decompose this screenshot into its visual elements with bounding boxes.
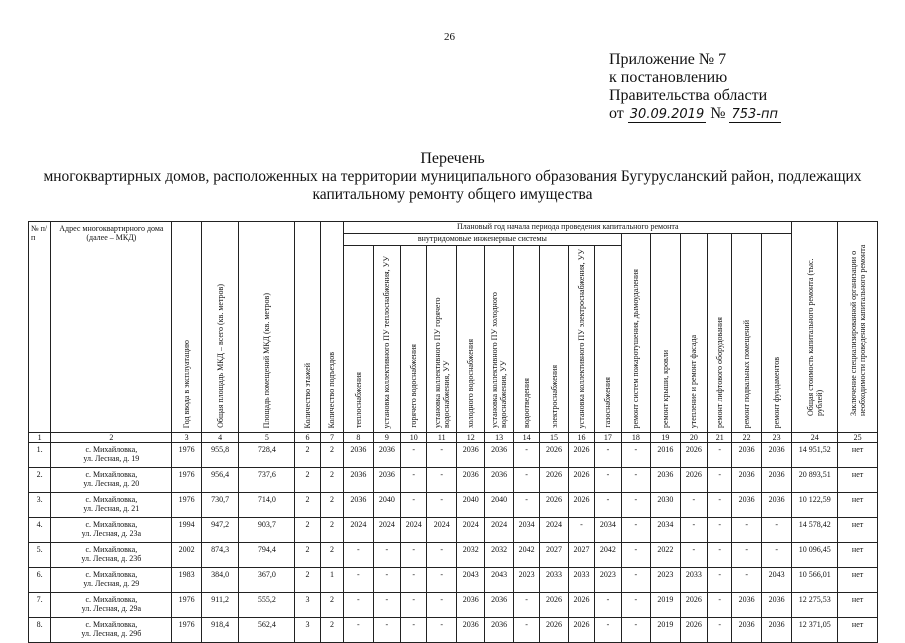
column-number: 12 bbox=[456, 433, 484, 443]
row-repair-year: 2036 bbox=[456, 468, 484, 493]
row-entrances: 2 bbox=[320, 443, 343, 468]
address-street: ул. Лесная, д. 29б bbox=[81, 629, 142, 638]
header-num: № п/п bbox=[29, 222, 51, 433]
row-repair-year: 2026 bbox=[680, 593, 707, 618]
row-repair-year: - bbox=[373, 568, 400, 593]
row-repair-year: 2016 bbox=[651, 443, 680, 468]
address-settlement: с. Михайловка, bbox=[85, 445, 138, 454]
row-repair-year: 2036 bbox=[373, 468, 400, 493]
row-repair-year: 2036 bbox=[761, 618, 792, 643]
column-number: 13 bbox=[485, 433, 513, 443]
row-repair-year: - bbox=[401, 443, 427, 468]
header-fire-systems: ремонт систем пожаротушения, дымоудаления bbox=[621, 234, 650, 433]
row-premises-area: 794,4 bbox=[239, 543, 295, 568]
row-repair-year: 2026 bbox=[568, 618, 594, 643]
title-subline: многоквартирных домов, расположенных на территории муниципального образования Бугурусланский район, подлежащих bbox=[43, 168, 862, 185]
row-floors: 3 bbox=[295, 593, 320, 618]
row-total-area: 955,8 bbox=[201, 443, 239, 468]
row-repair-year: 2034 bbox=[595, 518, 621, 543]
header-foundation: ремонт фундаментов bbox=[761, 234, 792, 433]
row-floors: 2 bbox=[295, 568, 320, 593]
row-total-area: 918,4 bbox=[201, 618, 239, 643]
column-number: 10 bbox=[401, 433, 427, 443]
header-sys-cold-water-meter: установка коллективного ПУ холодного водоснабжения, УУ bbox=[485, 246, 513, 433]
header-systems-group: внутридомовые инженерные системы bbox=[344, 234, 622, 246]
row-repair-year: - bbox=[401, 543, 427, 568]
address-settlement: с. Михайловка, bbox=[85, 545, 138, 554]
row-repair-year: - bbox=[401, 568, 427, 593]
row-number: 5. bbox=[29, 543, 51, 568]
row-total-area: 730,7 bbox=[201, 493, 239, 518]
address-settlement: с. Михайловка, bbox=[85, 595, 138, 604]
row-year-built: 1976 bbox=[172, 468, 201, 493]
row-repair-year: - bbox=[761, 518, 792, 543]
row-repair-year: - bbox=[621, 443, 650, 468]
row-number: 2. bbox=[29, 468, 51, 493]
table-row bbox=[29, 593, 878, 618]
row-conclusion: нет bbox=[838, 618, 878, 643]
row-repair-year: - bbox=[427, 443, 456, 468]
header-conclusion: Заключение специализированной организации о необходимости проведения капитального ремонта bbox=[838, 222, 878, 433]
row-premises-area: 728,4 bbox=[239, 443, 295, 468]
column-number: 14 bbox=[513, 433, 539, 443]
row-address bbox=[51, 618, 172, 643]
document-title bbox=[0, 150, 905, 204]
row-repair-year: - bbox=[427, 593, 456, 618]
row-repair-year: 2042 bbox=[513, 543, 539, 568]
row-repair-year: 2026 bbox=[540, 493, 568, 518]
row-premises-area: 562,4 bbox=[239, 618, 295, 643]
row-repair-year: - bbox=[427, 543, 456, 568]
row-repair-year: 2036 bbox=[732, 493, 761, 518]
row-repair-year: 2032 bbox=[456, 543, 484, 568]
row-repair-year: 2027 bbox=[540, 543, 568, 568]
row-premises-area: 903,7 bbox=[239, 518, 295, 543]
row-total-area: 956,4 bbox=[201, 468, 239, 493]
row-repair-year: 2026 bbox=[680, 468, 707, 493]
header-basement: ремонт подвальных помещений bbox=[732, 234, 761, 433]
column-number: 16 bbox=[568, 433, 594, 443]
row-year-built: 1976 bbox=[172, 593, 201, 618]
address-settlement: с. Михайловка, bbox=[85, 470, 138, 479]
row-repair-year: 2036 bbox=[344, 493, 373, 518]
row-repair-year: - bbox=[732, 543, 761, 568]
row-repair-year: - bbox=[427, 468, 456, 493]
row-repair-year: - bbox=[708, 568, 732, 593]
row-repair-year: 2024 bbox=[427, 518, 456, 543]
row-repair-year: 2033 bbox=[568, 568, 594, 593]
row-repair-year: - bbox=[621, 518, 650, 543]
column-number: 11 bbox=[427, 433, 456, 443]
row-conclusion: нет bbox=[838, 493, 878, 518]
row-floors: 2 bbox=[295, 493, 320, 518]
header-entrances: Количество подъездов bbox=[320, 222, 343, 433]
row-repair-year: - bbox=[708, 468, 732, 493]
address-street: ул. Лесная, д. 23б bbox=[81, 554, 142, 563]
row-number: 8. bbox=[29, 618, 51, 643]
row-entrances: 2 bbox=[320, 618, 343, 643]
repair-table bbox=[28, 221, 878, 643]
page-number: 26 bbox=[444, 31, 455, 43]
address-street: ул. Лесная, д. 29а bbox=[81, 604, 142, 613]
header-facade: утепление и ремонт фасада bbox=[680, 234, 707, 433]
title-subline: капитальному ремонту общего имущества bbox=[312, 186, 593, 203]
row-cost: 12 371,05 bbox=[792, 618, 838, 643]
row-repair-year: - bbox=[401, 493, 427, 518]
table-header bbox=[29, 222, 878, 433]
row-floors: 2 bbox=[295, 443, 320, 468]
row-floors: 3 bbox=[295, 618, 320, 643]
row-repair-year: 2024 bbox=[401, 518, 427, 543]
row-repair-year: - bbox=[373, 543, 400, 568]
row-year-built: 1983 bbox=[172, 568, 201, 593]
column-number: 23 bbox=[761, 433, 792, 443]
row-repair-year: - bbox=[373, 593, 400, 618]
row-repair-year: 2023 bbox=[595, 568, 621, 593]
row-repair-year: 2036 bbox=[761, 468, 792, 493]
row-repair-year: 2033 bbox=[680, 568, 707, 593]
row-repair-year: 2032 bbox=[485, 543, 513, 568]
row-repair-year: 2036 bbox=[485, 468, 513, 493]
row-repair-year: 2036 bbox=[485, 618, 513, 643]
row-repair-year: - bbox=[708, 518, 732, 543]
row-address bbox=[51, 568, 172, 593]
header-cost: Общая стоимость капитального ремонта (тыс. рублей) bbox=[792, 222, 838, 433]
column-number: 7 bbox=[320, 433, 343, 443]
row-repair-year: 2036 bbox=[732, 443, 761, 468]
column-number: 6 bbox=[295, 433, 320, 443]
row-repair-year: 2034 bbox=[651, 518, 680, 543]
column-number: 25 bbox=[838, 433, 878, 443]
row-repair-year: - bbox=[427, 618, 456, 643]
row-conclusion: нет bbox=[838, 543, 878, 568]
row-repair-year: 2024 bbox=[456, 518, 484, 543]
row-cost: 14 578,42 bbox=[792, 518, 838, 543]
header-sys-drainage: водоотведения bbox=[513, 246, 539, 433]
row-number: 3. bbox=[29, 493, 51, 518]
row-repair-year: - bbox=[401, 468, 427, 493]
column-number: 5 bbox=[239, 433, 295, 443]
header-elevator: ремонт лифтового оборудования bbox=[708, 234, 732, 433]
column-number: 24 bbox=[792, 433, 838, 443]
row-repair-year: 2036 bbox=[761, 493, 792, 518]
row-year-built: 1976 bbox=[172, 493, 201, 518]
row-repair-year: 2023 bbox=[651, 568, 680, 593]
row-repair-year: 2036 bbox=[732, 618, 761, 643]
date-prefix: от bbox=[609, 105, 624, 122]
row-floors: 2 bbox=[295, 468, 320, 493]
row-repair-year: - bbox=[401, 618, 427, 643]
row-repair-year: - bbox=[595, 443, 621, 468]
row-number: 4. bbox=[29, 518, 51, 543]
row-conclusion: нет bbox=[838, 593, 878, 618]
row-repair-year: 2036 bbox=[373, 443, 400, 468]
header-plan-group: Плановый год начала периода проведения капитального ремонта bbox=[344, 222, 792, 234]
row-repair-year: - bbox=[513, 593, 539, 618]
row-total-area: 874,3 bbox=[201, 543, 239, 568]
row-repair-year: - bbox=[595, 593, 621, 618]
header-premises-area: Площадь помещений МКД (кв. метров) bbox=[239, 222, 295, 433]
column-number: 9 bbox=[373, 433, 400, 443]
row-repair-year: 2036 bbox=[651, 468, 680, 493]
row-repair-year: 2019 bbox=[651, 593, 680, 618]
address-street: ул. Лесная, д. 21 bbox=[83, 504, 140, 513]
row-address bbox=[51, 543, 172, 568]
row-floors: 2 bbox=[295, 518, 320, 543]
row-repair-year: 2036 bbox=[456, 443, 484, 468]
row-repair-year: 2036 bbox=[761, 443, 792, 468]
row-repair-year: 2026 bbox=[568, 493, 594, 518]
row-year-built: 1994 bbox=[172, 518, 201, 543]
column-number: 8 bbox=[344, 433, 373, 443]
row-repair-year: - bbox=[708, 618, 732, 643]
row-premises-area: 737,6 bbox=[239, 468, 295, 493]
row-repair-year: 2036 bbox=[732, 468, 761, 493]
row-entrances: 2 bbox=[320, 493, 343, 518]
row-address bbox=[51, 443, 172, 468]
table-row bbox=[29, 443, 878, 468]
row-repair-year: - bbox=[568, 518, 594, 543]
row-cost: 20 893,51 bbox=[792, 468, 838, 493]
row-repair-year: - bbox=[732, 518, 761, 543]
address-settlement: с. Михайловка, bbox=[85, 520, 138, 529]
row-repair-year: 2026 bbox=[540, 593, 568, 618]
row-total-area: 384,0 bbox=[201, 568, 239, 593]
row-floors: 2 bbox=[295, 543, 320, 568]
header-sys-electric: электроснабжения bbox=[540, 246, 568, 433]
row-year-built: 1976 bbox=[172, 618, 201, 643]
row-repair-year: - bbox=[513, 468, 539, 493]
row-repair-year: 2036 bbox=[732, 593, 761, 618]
header-year-built: Год ввода в эксплуатацию bbox=[172, 222, 201, 433]
row-total-area: 911,2 bbox=[201, 593, 239, 618]
column-number: 18 bbox=[621, 433, 650, 443]
title-heading: Перечень bbox=[420, 150, 485, 167]
row-repair-year: 2024 bbox=[485, 518, 513, 543]
header-sys-hot-water-meter: установка коллективного ПУ горячего водоснабжения, УУ bbox=[427, 246, 456, 433]
row-repair-year: 2036 bbox=[761, 593, 792, 618]
row-number: 6. bbox=[29, 568, 51, 593]
row-repair-year: 2036 bbox=[344, 468, 373, 493]
row-year-built: 2002 bbox=[172, 543, 201, 568]
row-repair-year: 2036 bbox=[485, 443, 513, 468]
row-repair-year: - bbox=[513, 443, 539, 468]
row-cost: 14 951,52 bbox=[792, 443, 838, 468]
row-entrances: 2 bbox=[320, 518, 343, 543]
table-row bbox=[29, 518, 878, 543]
row-repair-year: 2036 bbox=[485, 593, 513, 618]
row-repair-year: 2023 bbox=[513, 568, 539, 593]
row-repair-year: - bbox=[621, 618, 650, 643]
row-repair-year: - bbox=[621, 543, 650, 568]
row-repair-year: 2036 bbox=[344, 443, 373, 468]
row-repair-year: - bbox=[401, 593, 427, 618]
row-repair-year: - bbox=[621, 593, 650, 618]
row-cost: 10 566,01 bbox=[792, 568, 838, 593]
column-number-row bbox=[29, 433, 878, 443]
row-repair-year: 2040 bbox=[373, 493, 400, 518]
header-roof: ремонт крыши, кровли bbox=[651, 234, 680, 433]
row-repair-year: 2036 bbox=[456, 618, 484, 643]
header-sys-hot-water: горячего водоснабжения bbox=[401, 246, 427, 433]
appendix-title: Приложение № 7 bbox=[609, 51, 727, 68]
row-conclusion: нет bbox=[838, 468, 878, 493]
table-row bbox=[29, 568, 878, 593]
header-floors: Количество этажей bbox=[295, 222, 320, 433]
column-number: 2 bbox=[51, 433, 172, 443]
column-number: 15 bbox=[540, 433, 568, 443]
row-entrances: 1 bbox=[320, 568, 343, 593]
row-repair-year: 2026 bbox=[540, 443, 568, 468]
row-number: 1. bbox=[29, 443, 51, 468]
row-entrances: 2 bbox=[320, 468, 343, 493]
row-total-area: 947,2 bbox=[201, 518, 239, 543]
row-cost: 10 122,59 bbox=[792, 493, 838, 518]
table-row bbox=[29, 543, 878, 568]
row-conclusion: нет bbox=[838, 443, 878, 468]
row-repair-year: - bbox=[427, 493, 456, 518]
row-repair-year: - bbox=[680, 493, 707, 518]
header-sys-gas: газоснабжения bbox=[595, 246, 621, 433]
row-repair-year: - bbox=[344, 568, 373, 593]
row-repair-year: - bbox=[344, 543, 373, 568]
row-repair-year: 2026 bbox=[568, 468, 594, 493]
row-repair-year: 2027 bbox=[568, 543, 594, 568]
row-repair-year: - bbox=[732, 568, 761, 593]
column-number: 1 bbox=[29, 433, 51, 443]
row-repair-year: 2026 bbox=[540, 618, 568, 643]
handwritten-number: 753-пп bbox=[729, 108, 781, 123]
row-repair-year: 2026 bbox=[540, 468, 568, 493]
row-repair-year: - bbox=[513, 618, 539, 643]
table-body bbox=[29, 433, 878, 643]
column-number: 17 bbox=[595, 433, 621, 443]
appendix-date-line bbox=[609, 105, 781, 123]
row-year-built: 1976 bbox=[172, 443, 201, 468]
row-entrances: 2 bbox=[320, 543, 343, 568]
row-repair-year: - bbox=[761, 543, 792, 568]
handwritten-date: 30.09.2019 bbox=[629, 107, 705, 122]
appendix-block bbox=[609, 51, 781, 123]
row-repair-year: 2030 bbox=[651, 493, 680, 518]
row-repair-year: - bbox=[344, 618, 373, 643]
row-address bbox=[51, 468, 172, 493]
row-repair-year: 2026 bbox=[568, 443, 594, 468]
row-repair-year: 2034 bbox=[513, 518, 539, 543]
row-repair-year: - bbox=[427, 568, 456, 593]
address-street: ул. Лесная, д. 19 bbox=[83, 454, 140, 463]
row-repair-year: - bbox=[595, 468, 621, 493]
row-premises-area: 367,0 bbox=[239, 568, 295, 593]
address-settlement: с. Михайловка, bbox=[85, 495, 138, 504]
row-address bbox=[51, 593, 172, 618]
row-repair-year: - bbox=[708, 443, 732, 468]
row-repair-year: 2024 bbox=[540, 518, 568, 543]
column-number: 4 bbox=[201, 433, 239, 443]
row-repair-year: - bbox=[513, 493, 539, 518]
row-repair-year: - bbox=[621, 493, 650, 518]
column-number: 21 bbox=[708, 433, 732, 443]
row-repair-year: - bbox=[680, 518, 707, 543]
row-cost: 12 275,53 bbox=[792, 593, 838, 618]
column-number: 22 bbox=[732, 433, 761, 443]
row-repair-year: - bbox=[708, 593, 732, 618]
address-settlement: с. Михайловка, bbox=[85, 570, 138, 579]
row-repair-year: 2043 bbox=[761, 568, 792, 593]
address-street: ул. Лесная, д. 20 bbox=[83, 479, 140, 488]
row-repair-year: 2033 bbox=[540, 568, 568, 593]
header-sys-electric-meter: установка коллективного ПУ электроснабжения, УУ bbox=[568, 246, 594, 433]
row-repair-year: - bbox=[373, 618, 400, 643]
row-repair-year: 2040 bbox=[485, 493, 513, 518]
row-address bbox=[51, 493, 172, 518]
column-number: 3 bbox=[172, 433, 201, 443]
address-settlement: с. Михайловка, bbox=[85, 620, 138, 629]
row-number: 7. bbox=[29, 593, 51, 618]
table-row bbox=[29, 618, 878, 643]
row-repair-year: 2040 bbox=[456, 493, 484, 518]
header-sys-heating: теплоснабжения bbox=[344, 246, 373, 433]
row-repair-year: 2026 bbox=[680, 618, 707, 643]
row-repair-year: - bbox=[595, 493, 621, 518]
row-repair-year: - bbox=[708, 543, 732, 568]
header-address: Адрес многоквартирного дома (далее – МКД) bbox=[51, 222, 172, 433]
column-number: 20 bbox=[680, 433, 707, 443]
table-row bbox=[29, 468, 878, 493]
row-repair-year: 2019 bbox=[651, 618, 680, 643]
row-entrances: 2 bbox=[320, 593, 343, 618]
row-repair-year: 2024 bbox=[373, 518, 400, 543]
row-repair-year: - bbox=[595, 618, 621, 643]
row-repair-year: - bbox=[680, 543, 707, 568]
row-repair-year: 2026 bbox=[568, 593, 594, 618]
address-street: ул. Лесная, д. 29 bbox=[83, 579, 140, 588]
table-row bbox=[29, 493, 878, 518]
row-repair-year: - bbox=[344, 593, 373, 618]
row-repair-year: 2036 bbox=[456, 593, 484, 618]
row-cost: 10 096,45 bbox=[792, 543, 838, 568]
address-street: ул. Лесная, д. 23а bbox=[81, 529, 142, 538]
header-sys-heating-meter: установка коллективного ПУ теплоснабжения, УУ bbox=[373, 246, 400, 433]
row-repair-year: 2024 bbox=[344, 518, 373, 543]
header-total-area: Общая площадь МКД – всего (кв. метров) bbox=[201, 222, 239, 433]
row-repair-year: - bbox=[708, 493, 732, 518]
appendix-line: к постановлению bbox=[609, 69, 728, 86]
row-premises-area: 555,2 bbox=[239, 593, 295, 618]
row-repair-year: - bbox=[621, 468, 650, 493]
header-sys-cold-water: холодного водоснабжения bbox=[456, 246, 484, 433]
row-conclusion: нет bbox=[838, 568, 878, 593]
appendix-line: Правительства области bbox=[609, 87, 768, 104]
row-address bbox=[51, 518, 172, 543]
row-repair-year: 2022 bbox=[651, 543, 680, 568]
column-number: 19 bbox=[651, 433, 680, 443]
number-prefix: № bbox=[710, 105, 726, 122]
row-conclusion: нет bbox=[838, 518, 878, 543]
row-repair-year: 2043 bbox=[485, 568, 513, 593]
row-premises-area: 714,0 bbox=[239, 493, 295, 518]
row-repair-year: 2026 bbox=[680, 443, 707, 468]
row-repair-year: 2042 bbox=[595, 543, 621, 568]
row-repair-year: - bbox=[621, 568, 650, 593]
row-repair-year: 2043 bbox=[456, 568, 484, 593]
